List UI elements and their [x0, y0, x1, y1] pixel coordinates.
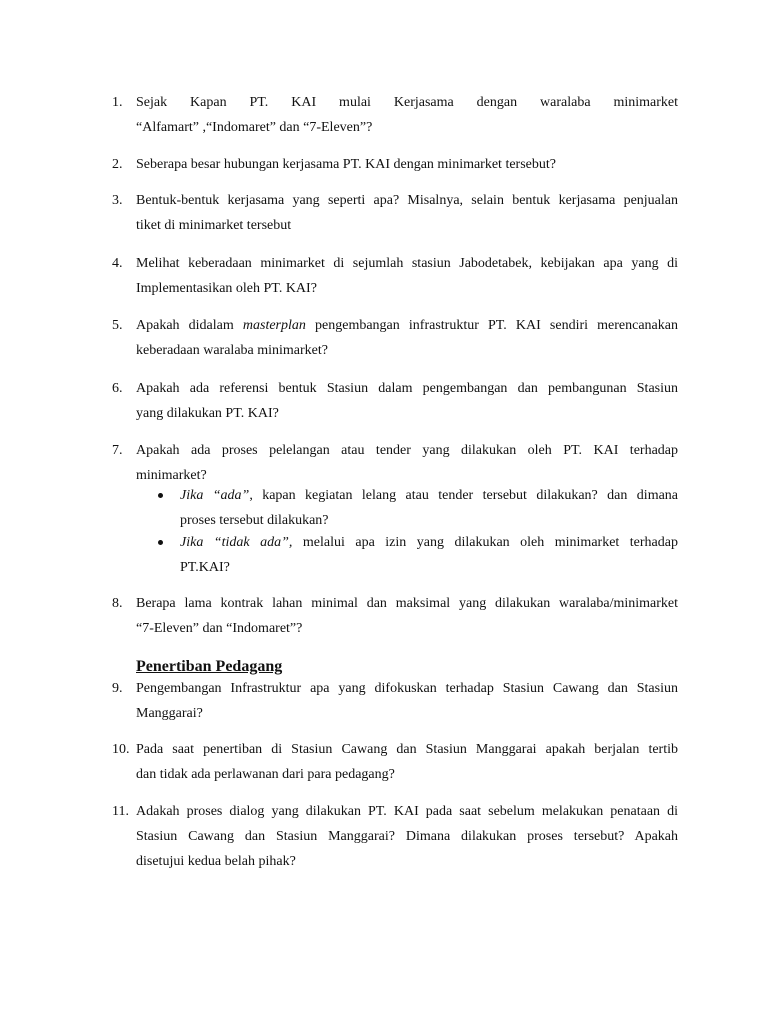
question-text-line: Seberapa besar hubungan kerjasama PT. KAI dengan minimarket tersebut?	[136, 157, 556, 172]
question-text-line: Adakah proses dialog yang dilakukan PT. KAI pada saat sebelum melakukan penataan di	[136, 804, 678, 819]
bullet-text-line	[180, 483, 678, 508]
bullet-text-line: PT.KAI?	[180, 560, 230, 575]
question-6	[112, 376, 678, 426]
bullet-dot-icon	[158, 493, 163, 498]
question-number: 8.	[112, 596, 123, 611]
question-number: 3.	[112, 193, 123, 208]
question-text-line: minimarket?	[136, 468, 207, 483]
question-text-line: yang dilakukan PT. KAI?	[136, 406, 279, 421]
question-1	[112, 90, 678, 140]
question-text-part: pengembangan infrastruktur PT. KAI sendiri merencanakan	[305, 318, 678, 333]
question-9	[112, 676, 678, 726]
bullet-item-1	[158, 483, 678, 533]
question-text-line: Pengembangan Infrastruktur apa yang difokuskan terhadap Stasiun Cawang dan Stasiun	[136, 681, 678, 696]
question-number: 2.	[112, 157, 123, 172]
question-text-line: keberadaan waralaba minimarket?	[136, 343, 329, 358]
question-11	[112, 799, 678, 874]
question-text-line: dan tidak ada perlawanan dari para pedagang?	[136, 767, 395, 782]
question-3	[112, 188, 678, 238]
question-number: 11.	[112, 804, 129, 819]
section-heading: Penertiban Pedagang	[136, 658, 283, 675]
question-number: 1.	[112, 95, 123, 110]
question-number: 5.	[112, 318, 123, 333]
question-text-line: Manggarai?	[136, 706, 203, 721]
question-10	[112, 737, 678, 787]
bullet-text-part: melalui apa izin yang dilakukan oleh minimarket terhadap	[292, 535, 678, 550]
question-text-line: Pada saat penertiban di Stasiun Cawang dan Stasiun Manggarai apakah berjalan tertib	[136, 742, 678, 757]
question-number: 10.	[112, 742, 130, 757]
question-8	[112, 591, 678, 641]
question-text-line: “7-Eleven” dan “Indomaret”?	[136, 621, 303, 636]
question-number: 4.	[112, 256, 123, 271]
question-text-line: Bentuk-bentuk kerjasama yang seperti apa? Misalnya, selain bentuk kerjasama penjualan	[136, 193, 678, 208]
question-text-line: Implementasikan oleh PT. KAI?	[136, 281, 317, 296]
question-2	[112, 152, 678, 177]
bullet-text-part: , kapan kegiatan lelang atau tender tersebut dilakukan? dan dimana	[249, 488, 679, 503]
question-number: 7.	[112, 443, 123, 458]
question-text-part: Apakah didalam	[136, 318, 243, 333]
question-text-italic: masterplan	[242, 318, 306, 333]
question-text-line: Stasiun Cawang dan Stasiun Manggarai? Dimana dilakukan proses tersebut? Apakah	[136, 829, 678, 844]
question-number: 9.	[112, 681, 123, 696]
question-4	[112, 251, 678, 301]
bullet-text-italic: Jika “tidak ada”,	[180, 535, 293, 550]
bullet-text-italic: Jika “ada”	[180, 488, 250, 503]
question-number: 6.	[112, 381, 123, 396]
question-text-line: Apakah ada referensi bentuk Stasiun dalam pengembangan dan pembangunan Stasiun	[136, 381, 678, 396]
question-text-line: Apakah ada proses pelelangan atau tender yang dilakukan oleh PT. KAI terhadap	[136, 443, 678, 458]
question-5	[112, 313, 678, 363]
question-text-line: “Alfamart” ,“Indomaret” dan “7-Eleven”?	[136, 120, 373, 135]
bullet-text-line: proses tersebut dilakukan?	[180, 513, 329, 528]
question-text-line: tiket di minimarket tersebut	[136, 218, 292, 233]
bullet-dot-icon	[158, 540, 163, 545]
question-text-line: disetujui kedua belah pihak?	[136, 854, 296, 869]
question-text-line: Sejak Kapan PT. KAI mulai Kerjasama dengan waralaba minimarket	[136, 95, 678, 110]
question-text-line: Berapa lama kontrak lahan minimal dan maksimal yang dilakukan waralaba/minimarket	[136, 596, 678, 611]
question-text-line: Melihat keberadaan minimarket di sejumlah stasiun Jabodetabek, kebijakan apa yang di	[136, 256, 678, 271]
question-7	[112, 438, 678, 488]
bullet-item-2	[158, 530, 678, 580]
bullet-text-line	[180, 530, 678, 555]
question-text-line	[136, 313, 678, 338]
